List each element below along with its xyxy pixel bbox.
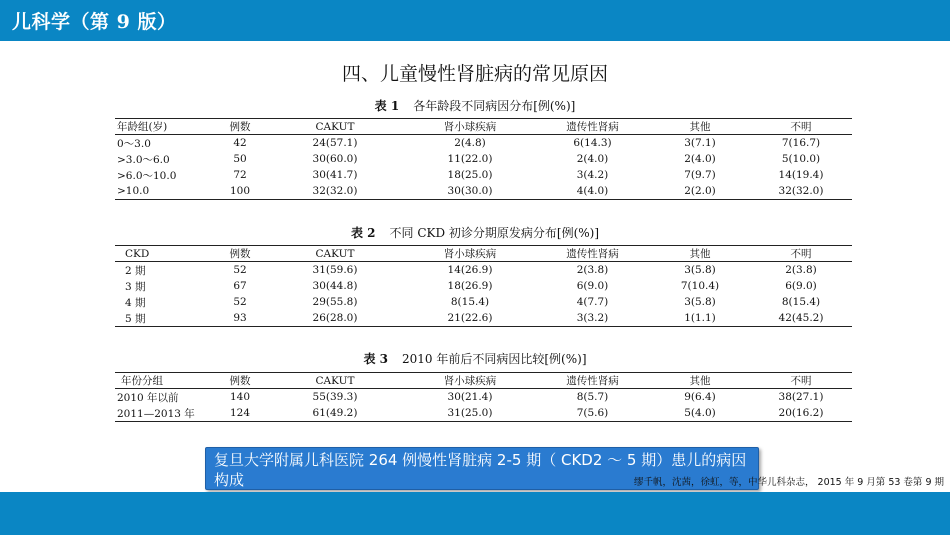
column-header: 肾小球疾病: [405, 373, 535, 389]
table-row: [115, 389, 852, 406]
header-title: 儿科学（第 9 版）: [12, 11, 177, 33]
table-3: [115, 372, 852, 422]
table-cell: 3(4.2): [576, 169, 609, 181]
table-cell: 8(5.7): [576, 391, 609, 403]
table-cell: 5(10.0): [781, 153, 821, 165]
table-2-caption: [0, 224, 950, 241]
table-cell: 14(26.9): [447, 264, 493, 276]
column-header: 不明: [750, 373, 852, 389]
table-row: [115, 167, 852, 183]
table-header-row: [115, 246, 852, 262]
table-cell: 11(22.0): [447, 153, 493, 165]
column-header: 年龄组(岁): [115, 119, 215, 135]
table-cell: 18(26.9): [447, 280, 493, 292]
table-3-label: 表 3: [363, 352, 389, 366]
table-cell: 3(5.8): [684, 296, 716, 308]
table-cell: 31(59.6): [312, 264, 358, 276]
table-cell: 72: [233, 169, 247, 181]
note-box: 复旦大学附属儿科医院 264 例慢性肾脏病 2-5 期（ CKD2 ～ 5 期）患儿的病因构成: [205, 447, 759, 490]
table-cell: 2011—2013 年: [115, 405, 215, 422]
table-cell: 61(49.2): [265, 405, 405, 422]
table-cell: 3 期: [125, 280, 146, 293]
table-cell: 30(44.8): [312, 280, 358, 292]
column-header: CKD: [115, 246, 215, 262]
table-2-label: 表 2: [350, 226, 376, 240]
table-row: [115, 405, 852, 422]
table-cell: 124: [215, 405, 265, 422]
column-header: 其他: [650, 246, 750, 262]
column-header: 不明: [750, 246, 852, 262]
table-cell: 30(41.7): [312, 169, 358, 181]
table-row: [115, 310, 852, 327]
table-row: [115, 151, 852, 167]
table-cell: 4(4.0): [535, 183, 650, 200]
table-cell: 14(19.4): [778, 169, 824, 181]
table-cell: 2(4.0): [576, 153, 609, 165]
table-cell: 2 期: [125, 264, 146, 277]
citation: 缪千帆，沈茜，徐虹，等，中华儿科杂志， 2015 年 9 月第 53 卷第 9 期: [634, 477, 945, 488]
table-cell: 9(6.4): [684, 391, 716, 403]
column-header: 其他: [650, 373, 750, 389]
column-header: 遗传性肾病: [535, 373, 650, 389]
column-header: 例数: [215, 246, 265, 262]
table-cell: 50: [233, 153, 247, 165]
column-header: 不明: [750, 119, 852, 135]
table-cell: 29(55.8): [312, 296, 358, 308]
column-header: 例数: [215, 119, 265, 135]
table-cell: 55(39.3): [312, 391, 358, 403]
column-header: 年份分组: [115, 373, 215, 389]
column-header: 其他: [650, 119, 750, 135]
table-cell: 5 期: [115, 310, 215, 327]
table-cell: 1(1.1): [650, 310, 750, 327]
table-cell: 93: [215, 310, 265, 327]
table-cell: 42: [233, 137, 247, 149]
header-bar: [0, 0, 950, 41]
table-cell: 24(57.1): [312, 137, 358, 149]
table-1-caption: [0, 97, 950, 114]
table-cell: 21(22.6): [405, 310, 535, 327]
column-header: 肾小球疾病: [405, 119, 535, 135]
table-cell: 2(2.0): [650, 183, 750, 200]
table-cell: >10.0: [115, 183, 215, 200]
table-row: [115, 262, 852, 279]
column-header: 肾小球疾病: [405, 246, 535, 262]
column-header: 例数: [215, 373, 265, 389]
table-cell: 6(9.0): [785, 280, 817, 292]
column-header: 遗传性肾病: [535, 246, 650, 262]
table-cell: 100: [215, 183, 265, 200]
column-header: 遗传性肾病: [535, 119, 650, 135]
table-1: [115, 118, 852, 200]
table-cell: 2(3.8): [785, 264, 817, 276]
table-cell: 7(16.7): [781, 137, 821, 149]
table-row: [115, 183, 852, 200]
table-cell: 2(4.0): [684, 153, 716, 165]
table-cell: 4(7.7): [576, 296, 609, 308]
table-cell: >3.0～6.0: [117, 153, 170, 166]
table-1-caption-text: 各年龄段不同病因分布[例(%)]: [413, 99, 576, 113]
table-cell: 20(16.2): [750, 405, 852, 422]
table-3-caption: [0, 350, 950, 367]
table-cell: 30(30.0): [405, 183, 535, 200]
table-cell: 0～3.0: [117, 137, 151, 150]
table-row: [115, 294, 852, 310]
table-cell: 140: [229, 391, 251, 403]
table-cell: 5(4.0): [650, 405, 750, 422]
table-cell: >6.0～10.0: [117, 169, 177, 182]
table-cell: 38(27.1): [778, 391, 824, 403]
table-row: [115, 135, 852, 152]
table-header-row: [115, 373, 852, 389]
table-cell: 32(32.0): [750, 183, 852, 200]
table-cell: 26(28.0): [265, 310, 405, 327]
column-header: CAKUT: [265, 246, 405, 262]
table-cell: 18(25.0): [447, 169, 493, 181]
table-cell: 8(15.4): [781, 296, 821, 308]
table-cell: 2010 年以前: [117, 391, 179, 404]
table-cell: 7(5.6): [535, 405, 650, 422]
slide-title: 四、儿童慢性肾脏病的常见原因: [341, 63, 608, 85]
table-cell: 2(3.8): [576, 264, 609, 276]
table-1-label: 表 1: [374, 99, 400, 113]
table-2-caption-text: 不同 CKD 初诊分期原发病分布[例(%)]: [389, 226, 600, 240]
table-cell: 2(4.8): [454, 137, 486, 149]
table-cell: 3(7.1): [684, 137, 716, 149]
table-2: [115, 245, 852, 327]
table-cell: 6(14.3): [573, 137, 612, 149]
table-3-caption-text: 2010 年前后不同病因比较[例(%)]: [402, 352, 587, 366]
table-cell: 6(9.0): [576, 280, 609, 292]
table-cell: 8(15.4): [450, 296, 490, 308]
table-cell: 52: [233, 264, 247, 276]
table-header-row: [115, 119, 852, 135]
table-cell: 30(21.4): [447, 391, 493, 403]
table-cell: 4 期: [125, 296, 146, 309]
table-row: [115, 278, 852, 294]
table-cell: 7(9.7): [684, 169, 716, 181]
table-cell: 7(10.4): [680, 280, 720, 292]
table-cell: 67: [233, 280, 247, 292]
column-header: CAKUT: [265, 373, 405, 389]
column-header: CAKUT: [265, 119, 405, 135]
table-cell: 31(25.0): [405, 405, 535, 422]
table-cell: 42(45.2): [750, 310, 852, 327]
table-cell: 3(3.2): [535, 310, 650, 327]
table-cell: 52: [233, 296, 247, 308]
table-cell: 30(60.0): [312, 153, 358, 165]
table-cell: 3(5.8): [684, 264, 716, 276]
table-cell: 32(32.0): [265, 183, 405, 200]
footer-bar: [0, 492, 950, 535]
